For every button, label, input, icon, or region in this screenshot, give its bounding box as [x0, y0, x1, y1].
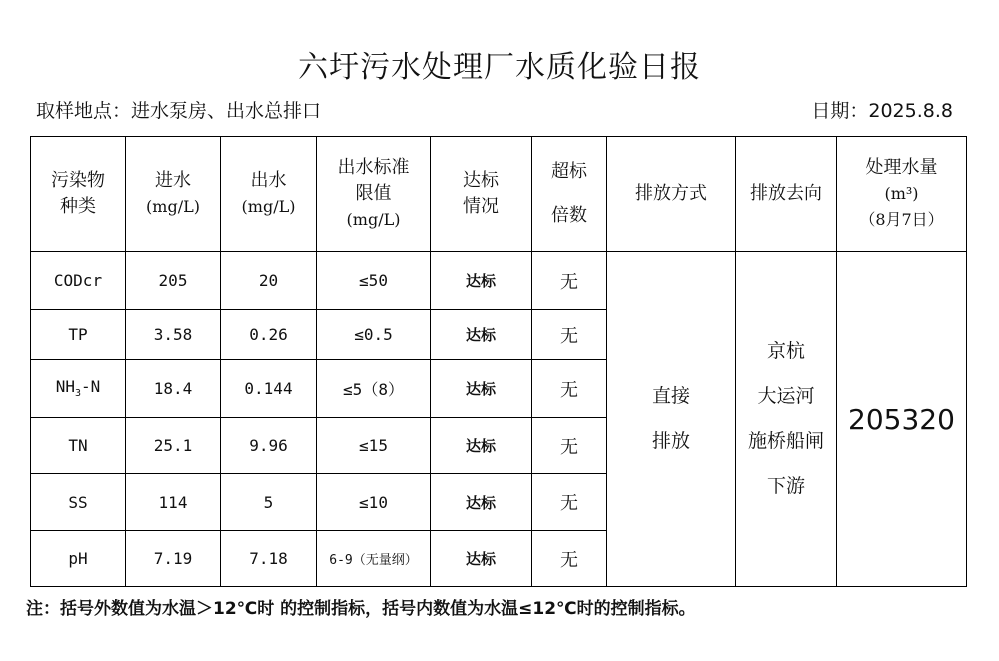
status-cell: 达标: [431, 310, 532, 360]
exceed-cell: 无: [532, 474, 607, 531]
inflow-cell: 25.1: [126, 418, 221, 474]
pollutant-cell: SS: [31, 474, 126, 531]
inflow-cell: 114: [126, 474, 221, 531]
header-discharge-dest: 排放去向: [736, 137, 837, 252]
status-cell: 达标: [431, 531, 532, 587]
pollutant-cell: TP: [31, 310, 126, 360]
limit-cell: ≤15: [317, 418, 431, 474]
exceed-cell: 无: [532, 531, 607, 587]
status-cell: 达标: [431, 252, 532, 310]
outflow-cell: 20: [221, 252, 317, 310]
header-status: 达标情况: [431, 137, 532, 252]
header-limit: 出水标准限值 (mg/L): [317, 137, 431, 252]
status-cell: 达标: [431, 360, 532, 418]
inflow-cell: 3.58: [126, 310, 221, 360]
report-title: 六圩污水处理厂水质化验日报: [298, 50, 701, 85]
discharge-dest-cell: 京杭 大运河 施桥船闸 下游: [736, 252, 837, 587]
pollutant-cell: TN: [31, 418, 126, 474]
status-cell: 达标: [431, 418, 532, 474]
pollutant-cell: CODcr: [31, 252, 126, 310]
pollutant-cell: $NH_3-N$: [31, 360, 126, 418]
limit-cell: ≤0.5: [317, 310, 431, 360]
limit-cell: ≤10: [317, 474, 431, 531]
exceed-cell: 无: [532, 252, 607, 310]
volume-cell: 205320: [837, 252, 967, 587]
header-outflow: 出水 (mg/L): [221, 137, 317, 252]
inflow-cell: 18.4: [126, 360, 221, 418]
water-quality-table: [30, 136, 967, 587]
exceed-cell: 无: [532, 310, 607, 360]
exceed-cell: 无: [532, 360, 607, 418]
exceed-cell: 无: [532, 418, 607, 474]
header-discharge-mode: 排放方式: [607, 137, 736, 252]
table-row: [31, 252, 967, 310]
header-exceed: 超标倍数: [532, 137, 607, 252]
report-date: 日期：2025.8.8: [811, 100, 953, 122]
discharge-mode-cell: 直接 排放: [607, 252, 736, 587]
outflow-cell: 7.18: [221, 531, 317, 587]
outflow-cell: 9.96: [221, 418, 317, 474]
header-pollutant: 污染物种类: [31, 137, 126, 252]
pollutant-cell: pH: [31, 531, 126, 587]
header-volume: 处理水量 (m³) （8月7日）: [837, 137, 967, 252]
outflow-cell: 0.26: [221, 310, 317, 360]
sampling-location: 取样地点：进水泵房、出水总排口: [36, 100, 322, 122]
outflow-cell: 5: [221, 474, 317, 531]
status-cell: 达标: [431, 474, 532, 531]
outflow-cell: 0.144: [221, 360, 317, 418]
limit-cell: 6-9（无量纲）: [317, 531, 431, 587]
inflow-cell: 205: [126, 252, 221, 310]
limit-cell: ≤50: [317, 252, 431, 310]
header-inflow: 进水 (mg/L): [126, 137, 221, 252]
header-row: [31, 137, 967, 252]
footnote: 注：括号外数值为水温＞12℃时 的控制指标，括号内数值为水温≤12℃时的控制指标。: [26, 599, 696, 619]
inflow-cell: 7.19: [126, 531, 221, 587]
limit-cell: ≤5（8）: [317, 360, 431, 418]
